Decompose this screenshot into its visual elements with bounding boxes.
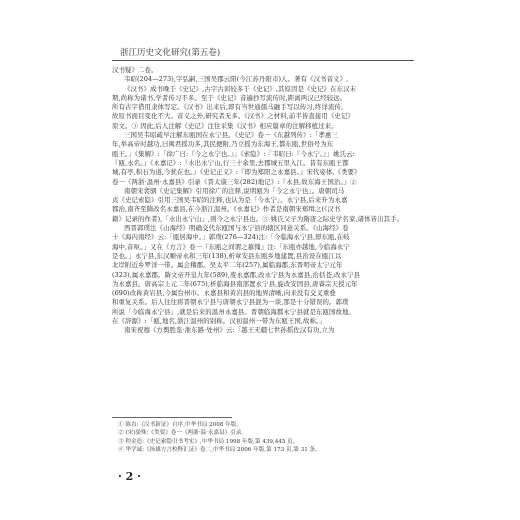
body-line: 卷一《两浙·温州·永嘉县》引录《晋太康三年(282)地记》:『永县,故东海王国治。』② <box>112 177 357 186</box>
body-line: 瓯王。」《集解》:「徐广曰:『今之永宁也。』」《索隐》:「韦昭曰:『今永宁。』」姚氏云: <box>112 149 355 158</box>
header-rule <box>112 60 414 61</box>
body-line: 籍》记录的作者),「水出永宁山」,则今之永宁县也。③ 姚氏父子为隋唐之际史学名家,诸体皆出其手。 <box>112 214 404 223</box>
body-line: 所说「今临海永宁县」,就是后来的温州永嘉县。晋朝临海郡永宁县就是东瓯国故地。 <box>112 307 356 316</box>
body-line: 所有古字借用隶体写定。《汉书》出来后,即有当世通儒马融手写以传习,终详流传, <box>112 103 344 112</box>
body-line: 北岸附近乡罗洋一带。属会稽郡。吴太平二年(257),属临海郡,东晋明帝太宁元年 <box>112 261 343 270</box>
body-line: 为永嘉县。唐高宗上元二年(675),析临海县南部置永宁县,旋改安固县,唐睿宗天授元年 <box>112 279 358 288</box>
body-line: 三国吴韦昭疏早注解东瓯国在永宁县。《史记》卷一《东越列传》:「孝惠三 <box>124 131 338 140</box>
body-line: 十《海内南经》云:「瓯居海中。」郭璞(276—324)注:「今临海永宁县,即东瓯,在岐 <box>112 233 350 242</box>
page-number: · 2 · <box>118 470 141 483</box>
body-line: 故原书面目变化不大。音义之外,研究者无多。《汉书》之材料,前半皆直接用《史记》 <box>112 112 354 121</box>
body-line: 和重复关系。后人往往将晋朝永宁县与唐朝永宁县混为一谈,那是十分错误的。郭璞 <box>112 298 349 307</box>
body-line: 南朝宋裴骃《史记集解》引用徐广的注释,说明瓯为「今之永宁也」。唐朝司马 <box>124 186 345 195</box>
body-line: (323),属永嘉郡。隋文帝开皇九年(589),废永嘉郡,改永宁县为永嘉县,治括苍,改永宁县 <box>112 270 361 279</box>
body-line: 是也。」永宁县,东汉顺帝永和三年(138),析章安县东瓯乡地建置,县治设在瓯江以 <box>112 251 342 260</box>
footnote: ② (宋)晏殊:《类要》卷一《两浙·温·永嘉县》引录。 <box>118 430 248 437</box>
body-line: 原文。③ 因此,后人注解《史记》注往采集《汉书》相应篇章的注解移植过来。 <box>112 121 338 130</box>
body-line: (690)改称黄岩县,今属台州市。永嘉县和黄岩县的地界清晰,向来没有交叉重叠 <box>112 289 336 298</box>
body-line: 在《辞源》:「瓯,地名,浙江温州的别称。汉初温州一带为东瓯王国,故称。」 <box>112 317 326 326</box>
footnotes <box>118 421 414 455</box>
body-text <box>112 66 414 336</box>
footnote: ③ 程金造:《史记索隐引书考实》,中华书局 1998 年版,第 439,445 页。 <box>118 438 299 445</box>
running-head: 浙江历史文化研究(第五卷) <box>120 48 221 58</box>
body-line: 《汉书》成书晚于《史记》,古字古训较多于《史记》,其原因是《史记》在东汉末 <box>124 84 357 93</box>
body-line: 韦昭(204—273),字弘嗣,三国吴郡云阳(今江苏丹阳市)人。著有《汉书音义》, <box>124 75 349 84</box>
footnote-rule <box>112 417 232 418</box>
body-line: 汉书疑》二卷。 <box>112 66 158 74</box>
body-line: 城,有亭,积石为道,今犹在也。』《史记正义》:『即为郑阳之永嘉县。』宋代姿体,《类要》 <box>112 168 361 177</box>
body-line: 年,举高帝时越功,曰闽君摇功多,其民便附,乃立摇为东海王,都东瓯,世俗号为东 <box>112 140 334 149</box>
body-line: 贞《史记索隐》引用三国吴韦昭的注释,也认为是「今永宁」。永宁县,后来升为永嘉 <box>112 196 348 205</box>
body-line: 郡治,南齐至隋改名永嘉县,在今浙江温州。《永嘉记》作者是南朝宋郑缉之(《汉书 <box>112 205 341 214</box>
body-line: 西晋郭璞注《山海经》明确交代东瓯国与永宁县的辖区同意关系。《山海经》卷 <box>124 224 349 233</box>
footnote: ① 陈直:《汉书新证》自序,中华书局 2008 年版。 <box>118 422 242 428</box>
body-line: 『瓯,水名。』《永嘉记》:『水出永宁山,行三十余里,去郡城五里入江。昔有东瓯王都 <box>112 158 349 167</box>
body-line: 期,尚称为诸书,学者传习不多。至于《史记》音遍抄写流传时,距离两汉已经较远。 <box>112 93 347 102</box>
footnote: ④ 华学诚:《扬雄方言校释汇证》卷二,中华书局 2006 年版,第 173 页,第 31 条。 <box>118 447 321 454</box>
body-line: 海中,音呕。」又在《方言》卷一『东瓯之间谓之慕憡』注:「东瓯亦越地,今临海永宁 <box>112 242 350 251</box>
body-line: 南宋祝穆《方舆胜览·浙东路·处州》云:「越王无疆七世孙摇佐汉有功,立为 <box>124 326 335 335</box>
